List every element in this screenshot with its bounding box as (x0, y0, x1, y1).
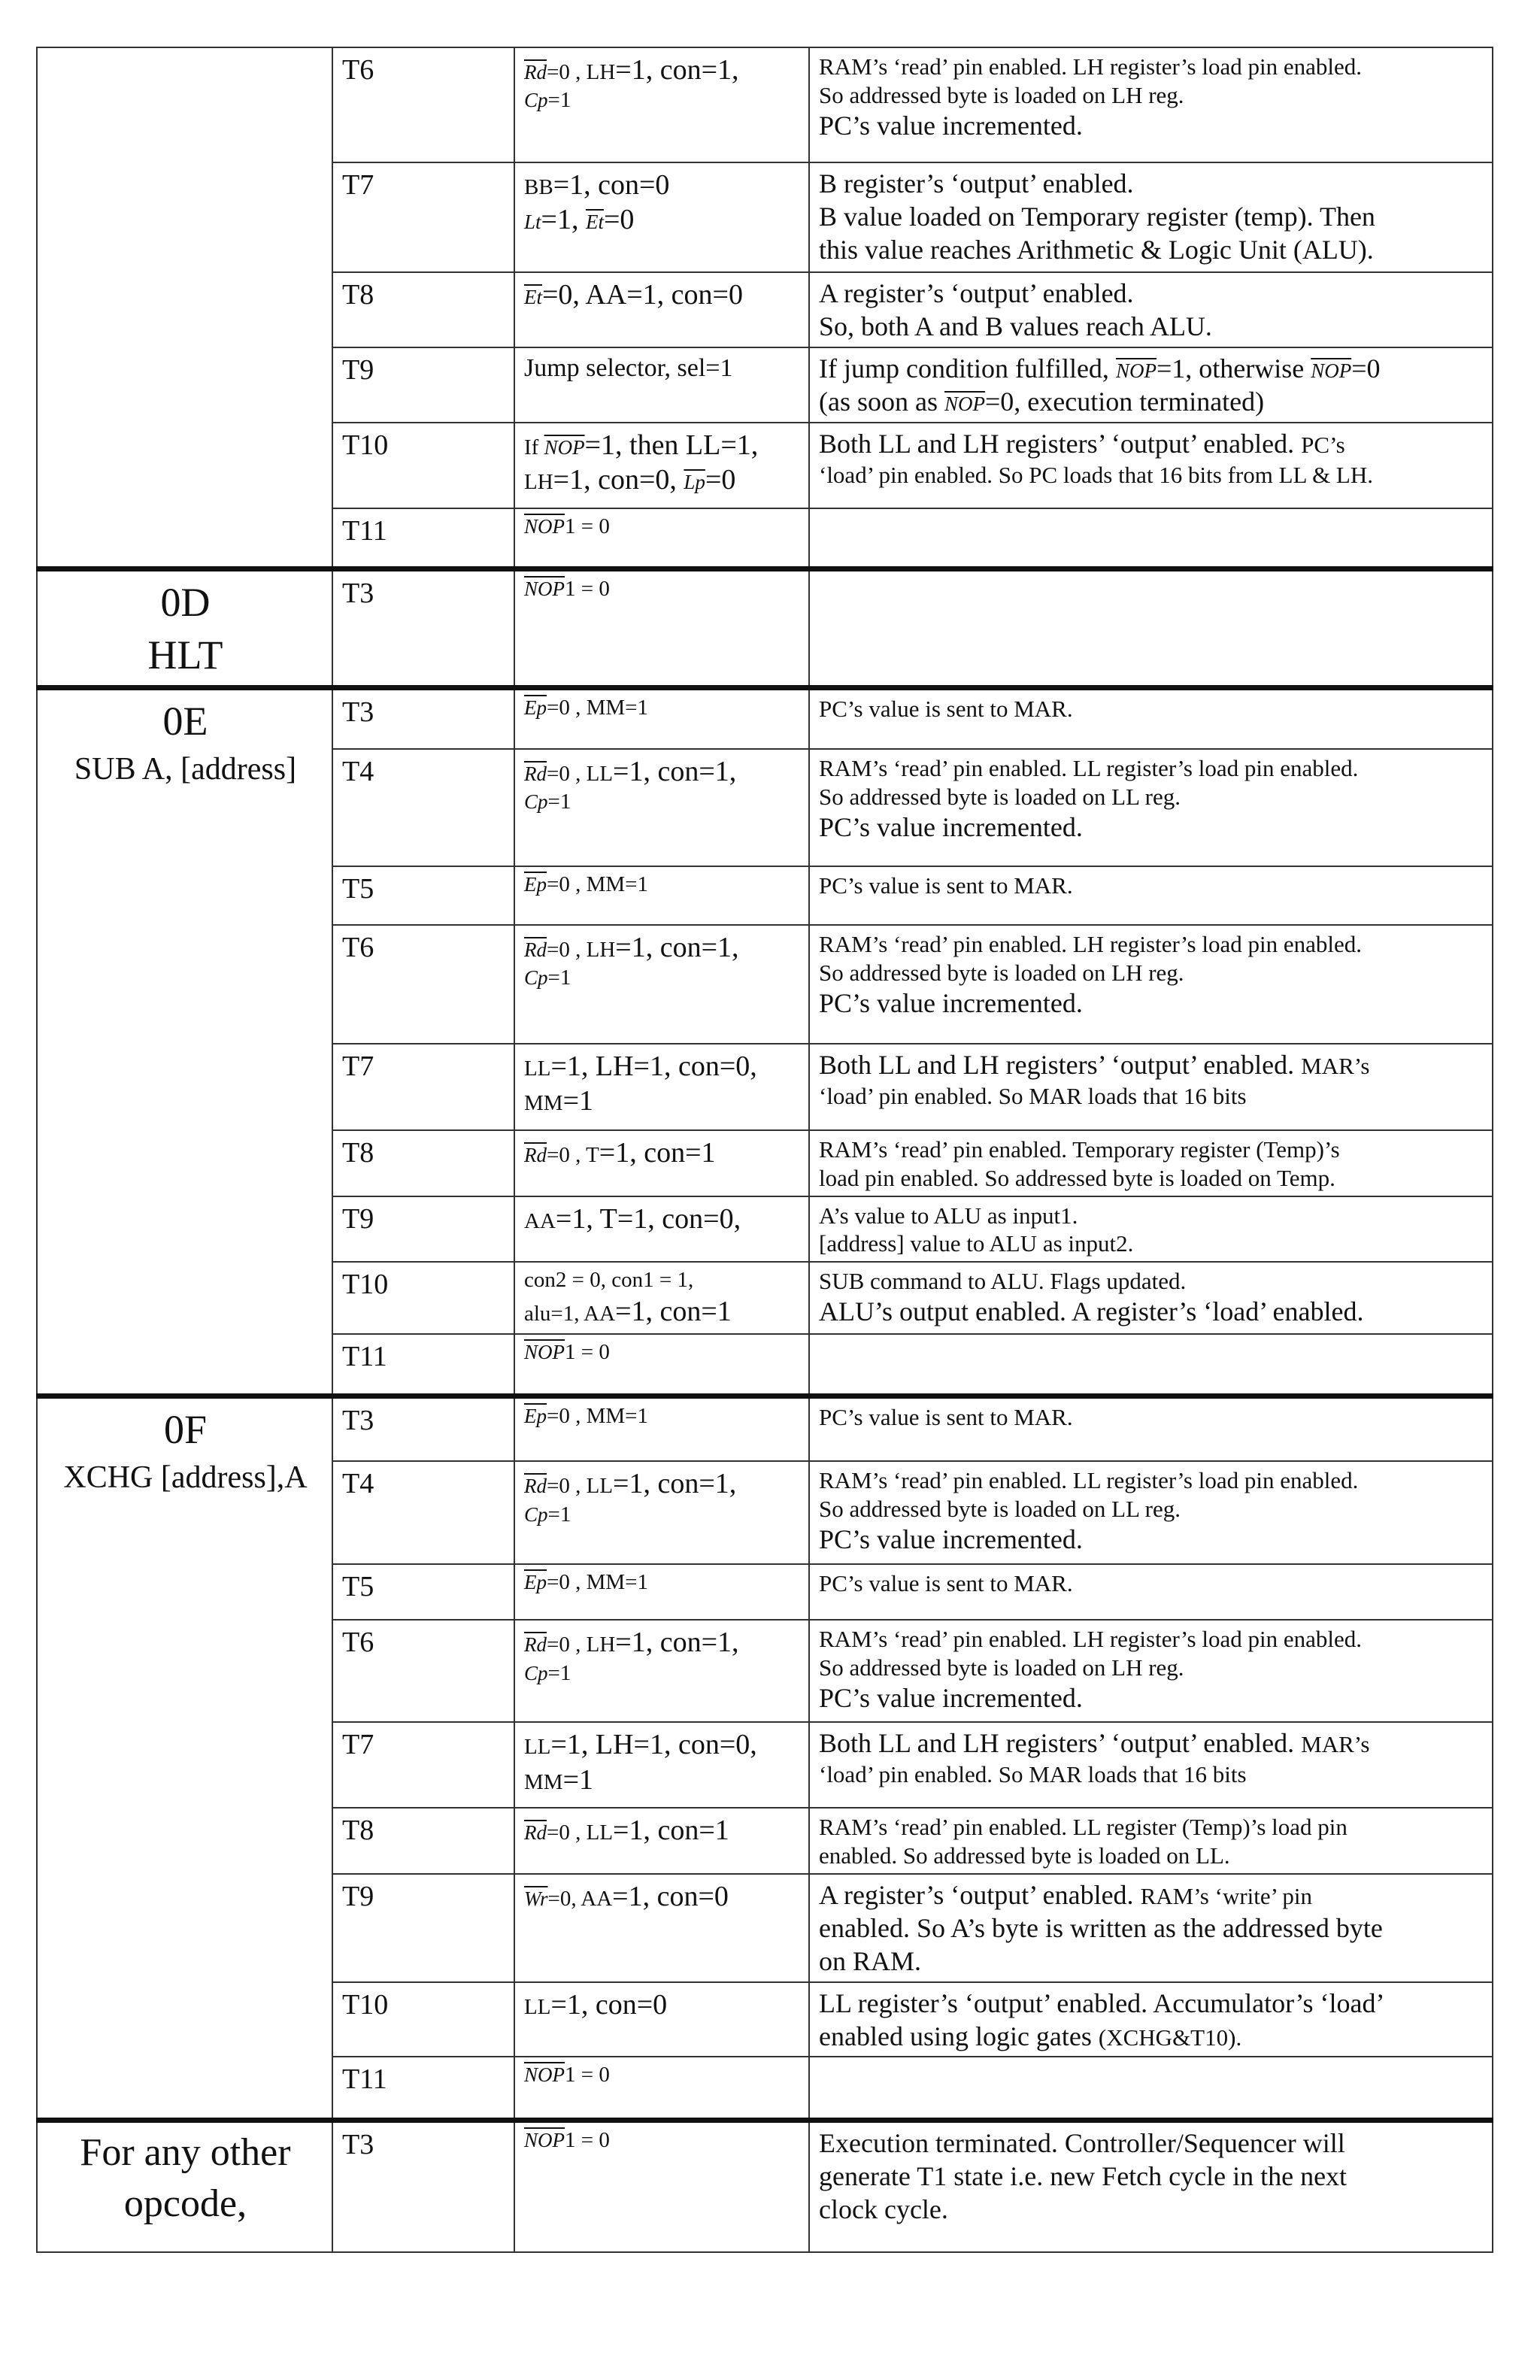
description-cell (809, 1334, 1493, 1396)
state-cell: T3 (332, 687, 514, 749)
description-cell: Execution terminated. Controller/Sequencer will generate T1 state i.e. new Fetch cycle in the next clock cycle. (809, 2120, 1493, 2252)
description-cell: Both LL and LH registers’ ‘output’ enabled. PC’s ‘load’ pin enabled. So PC loads that 16 bits from LL & LH. (809, 423, 1493, 508)
description-cell: PC’s value is sent to MAR. (809, 687, 1493, 749)
opcode-mnemonic: SUB A, [address] (74, 751, 297, 787)
state-cell: T8 (332, 1130, 514, 1196)
description-cell (809, 508, 1493, 569)
description-cell: A register’s ‘output’ enabled. So, both A and B values reach ALU. (809, 272, 1493, 347)
state-cell: T6 (332, 1620, 514, 1722)
control-cell: LL=1, LH=1, con=0, MM=1 (514, 1044, 809, 1130)
description-cell: SUB command to ALU. Flags updated. ALU’s output enabled. A register’s ‘load’ enabled. (809, 1262, 1493, 1334)
opcode-cell (37, 2120, 332, 2252)
control-cell: $\overline{NOP}1 = 0$ (514, 1334, 809, 1396)
other-opcode-label: For any other (80, 2130, 291, 2174)
description-cell: RAM’s ‘read’ pin enabled. LL register’s load pin enabled. So addressed byte is loaded on LL reg. PC’s value incremented. (809, 749, 1493, 866)
state-cell: T7 (332, 1722, 514, 1808)
opcode-hex: 0E (162, 698, 208, 744)
state-cell: T4 (332, 1461, 514, 1564)
opcode-cell (37, 47, 332, 569)
state-cell: T8 (332, 272, 514, 347)
description-cell: RAM’s ‘read’ pin enabled. LH register’s load pin enabled. So addressed byte is loaded on LH reg. PC’s value incremented. (809, 925, 1493, 1044)
description-cell: PC’s value is sent to MAR. (809, 1564, 1493, 1620)
state-cell: T7 (332, 1044, 514, 1130)
opcode-hex: 0F (163, 1406, 208, 1452)
state-cell: T3 (332, 2120, 514, 2252)
state-cell: T9 (332, 1196, 514, 1263)
control-cell: $\overline{Rd}=0$ , LL=1, con=1 (514, 1808, 809, 1874)
control-cell: $\overline{Rd}=0$ , LH=1, con=1, Cp=1 (514, 925, 809, 1044)
control-cell: $\overline{Rd}=0$ , LL=1, con=1, Cp=1 (514, 749, 809, 866)
opcode-cell (37, 569, 332, 687)
state-cell: T5 (332, 1564, 514, 1620)
state-cell: T6 (332, 925, 514, 1044)
description-cell: Both LL and LH registers’ ‘output’ enabled. MAR’s ‘load’ pin enabled. So MAR loads that 16 bits (809, 1044, 1493, 1130)
description-cell (809, 569, 1493, 687)
description-cell: RAM’s ‘read’ pin enabled. LL register’s load pin enabled. So addressed byte is loaded on LL reg. PC’s value incremented. (809, 1461, 1493, 1564)
opcode-cell (37, 1396, 332, 2120)
control-cell: BB=1, con=0 Lt=1, $\overline{Et}=0$ (514, 162, 809, 272)
table-row (37, 569, 1493, 687)
control-cell: $\overline{NOP}1 = 0$ (514, 508, 809, 569)
control-cell: $\overline{Ep}=0$ , MM=1 (514, 866, 809, 925)
control-cell: $\overline{NOP}1 = 0$ (514, 2057, 809, 2120)
state-cell: T11 (332, 2057, 514, 2120)
state-cell: T7 (332, 162, 514, 272)
state-cell: T5 (332, 866, 514, 925)
control-cell: $\overline{Et}=0$, AA=1, con=0 (514, 272, 809, 347)
table-row (37, 2120, 1493, 2252)
table-row (37, 1396, 1493, 1461)
opcode-cell (37, 687, 332, 1396)
control-signal-table (36, 47, 1493, 2253)
state-cell: T3 (332, 1396, 514, 1461)
state-cell: T9 (332, 1874, 514, 1982)
state-cell: T6 (332, 47, 514, 162)
control-cell: If $\overline{NOP}=1$, then LL=1, LH=1, con=0, $\overline{Lp}=0$ (514, 423, 809, 508)
state-cell: T8 (332, 1808, 514, 1874)
description-cell: Both LL and LH registers’ ‘output’ enabled. MAR’s ‘load’ pin enabled. So MAR loads that 16 bits (809, 1722, 1493, 1808)
control-cell: Jump selector, sel=1 (514, 347, 809, 423)
description-cell (809, 2057, 1493, 2120)
control-cell: LL=1, con=0 (514, 1982, 809, 2057)
control-cell: $\overline{Rd}=0$ , LH=1, con=1, Cp=1 (514, 47, 809, 162)
control-cell: LL=1, LH=1, con=0, MM=1 (514, 1722, 809, 1808)
description-cell: A’s value to ALU as input1. [address] value to ALU as input2. (809, 1196, 1493, 1263)
state-cell: T11 (332, 508, 514, 569)
control-cell: $\overline{Rd}=0$ , LH=1, con=1, Cp=1 (514, 1620, 809, 1722)
control-cell: $\overline{NOP}1 = 0$ (514, 2120, 809, 2252)
other-opcode-label: opcode, (123, 2181, 247, 2225)
description-cell: B register’s ‘output’ enabled. B value loaded on Temporary register (temp). Then this value reaches Arithmetic & Logic Unit (ALU). (809, 162, 1493, 272)
state-cell: T10 (332, 423, 514, 508)
control-cell: $\overline{Ep}=0$ , MM=1 (514, 1564, 809, 1620)
control-cell: AA=1, T=1, con=0, (514, 1196, 809, 1263)
control-cell: $\overline{Ep}=0$ , MM=1 (514, 687, 809, 749)
state-cell: T9 (332, 347, 514, 423)
description-cell: RAM’s ‘read’ pin enabled. LH register’s load pin enabled. So addressed byte is loaded on LH reg. PC’s value incremented. (809, 1620, 1493, 1722)
table-row (37, 47, 1493, 162)
control-cell: $\overline{NOP}1 = 0$ (514, 569, 809, 687)
description-cell: LL register’s ‘output’ enabled. Accumulator’s ‘load’ enabled using logic gates (XCHG&T10). (809, 1982, 1493, 2057)
control-cell: $\overline{Wr}=0$, AA=1, con=0 (514, 1874, 809, 1982)
control-cell: $\overline{Ep}=0$ , MM=1 (514, 1396, 809, 1461)
control-cell: $\overline{Rd}=0$ , LL=1, con=1, Cp=1 (514, 1461, 809, 1564)
control-cell: con2 = 0, con1 = 1, alu=1, AA=1, con=1 (514, 1262, 809, 1334)
table-row (37, 687, 1493, 749)
description-cell: RAM’s ‘read’ pin enabled. Temporary register (Temp)’s load pin enabled. So addressed byte is loaded on Temp. (809, 1130, 1493, 1196)
description-cell: PC’s value is sent to MAR. (809, 1396, 1493, 1461)
state-cell: T10 (332, 1262, 514, 1334)
state-cell: T11 (332, 1334, 514, 1396)
state-cell: T3 (332, 569, 514, 687)
control-cell: $\overline{Rd}=0$ , T=1, con=1 (514, 1130, 809, 1196)
opcode-mnemonic: HLT (147, 632, 223, 678)
description-cell: A register’s ‘output’ enabled. RAM’s ‘write’ pin enabled. So A’s byte is written as the addressed byte on RAM. (809, 1874, 1493, 1982)
description-cell: RAM’s ‘read’ pin enabled. LH register’s load pin enabled. So addressed byte is loaded on LH reg. PC’s value incremented. (809, 47, 1493, 162)
description-cell: RAM’s ‘read’ pin enabled. LL register (Temp)’s load pin enabled. So addressed byte is loaded on LL. (809, 1808, 1493, 1874)
state-cell: T10 (332, 1982, 514, 2057)
state-cell: T4 (332, 749, 514, 866)
opcode-hex: 0D (160, 580, 211, 626)
opcode-mnemonic: XCHG [address],A (63, 1460, 308, 1495)
description-cell: PC’s value is sent to MAR. (809, 866, 1493, 925)
description-cell: If jump condition fulfilled, $\overline{NOP}=1$, otherwise $\overline{NOP}=0$ (as soon as $\overline{NOP}=0$, execution terminated) (809, 347, 1493, 423)
